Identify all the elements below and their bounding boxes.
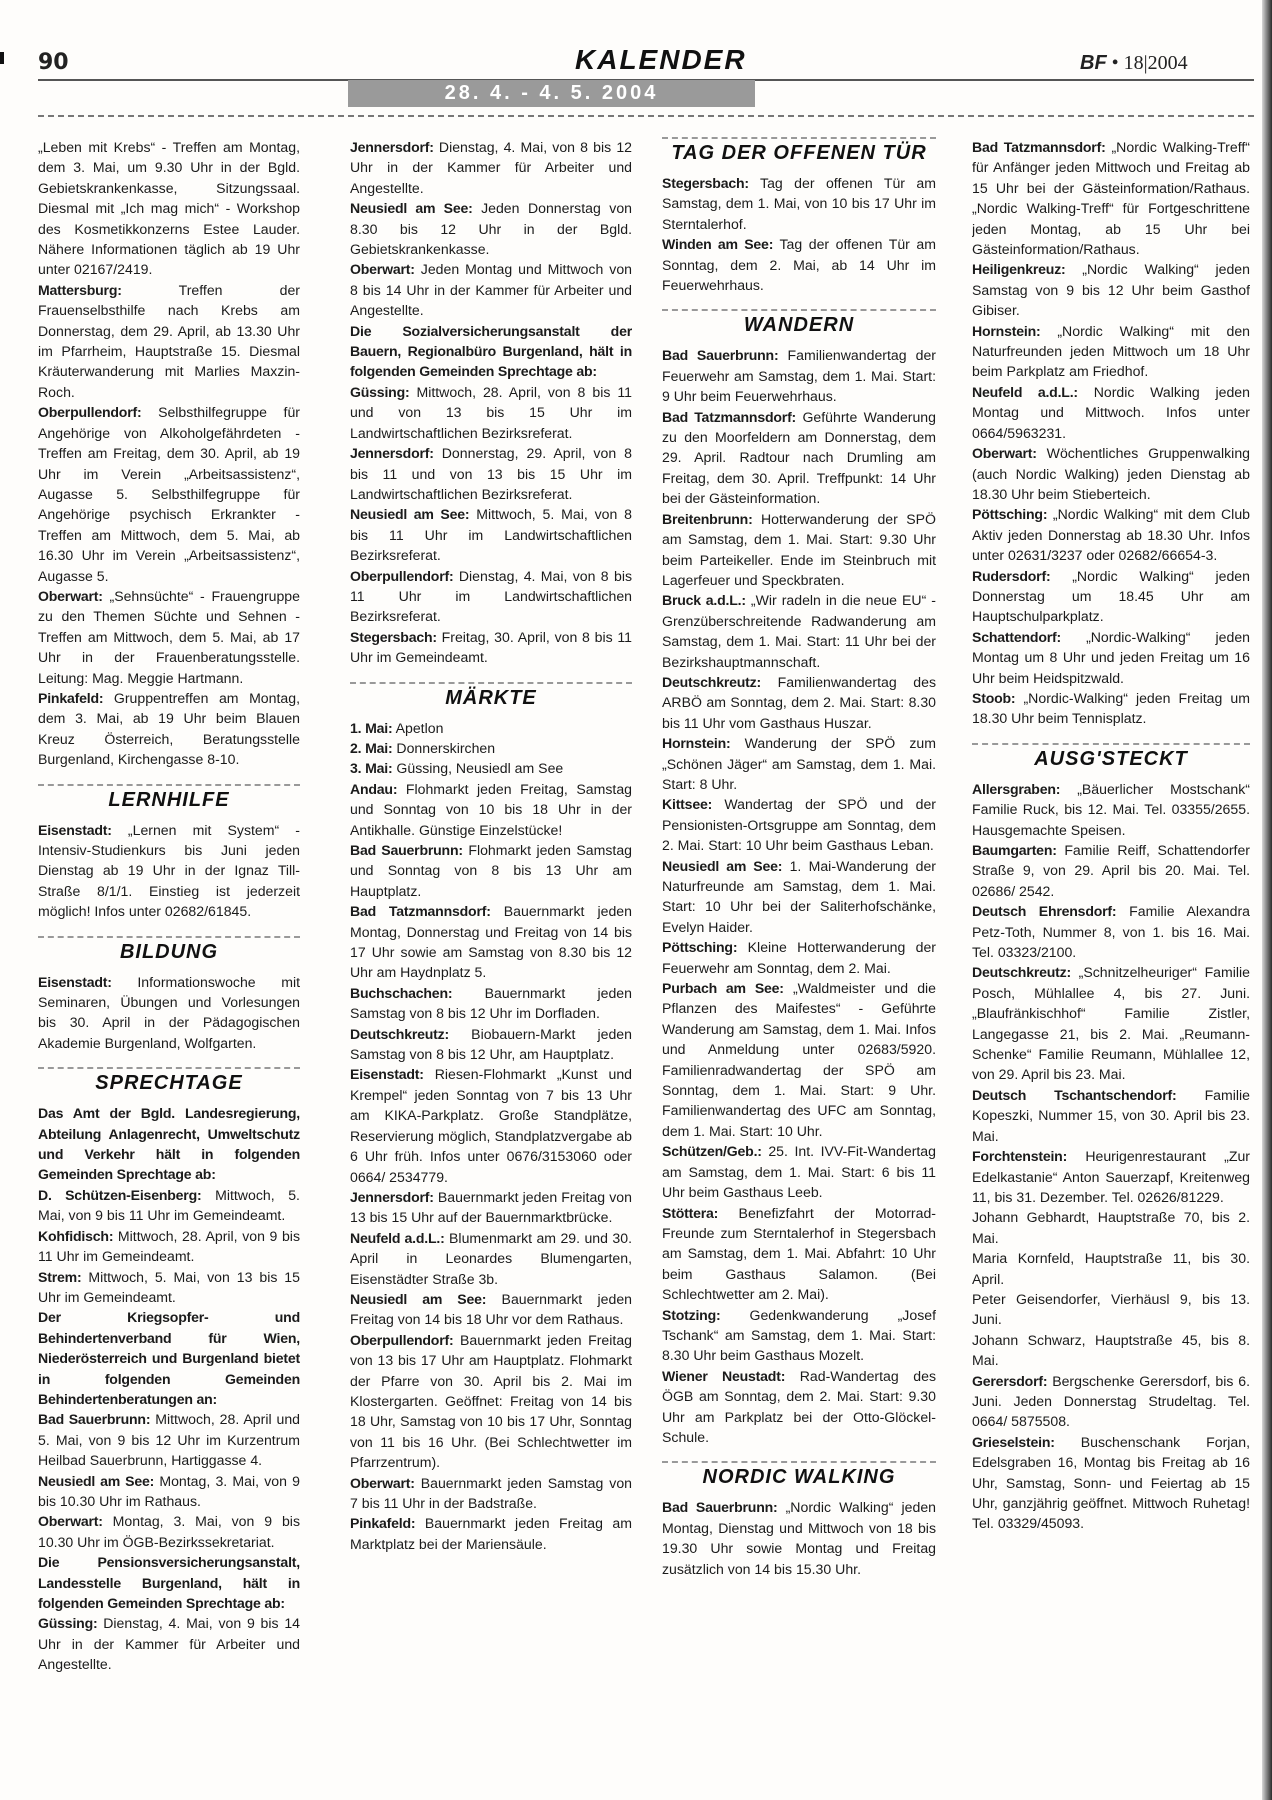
entry-text: Mittwoch, 5. Mai, von 9 bis 11 Uhr im Gemeindeamt. (38, 1186, 300, 1224)
listing-entry (38, 1552, 300, 1613)
column-3 (662, 137, 936, 1579)
entry-text: „Nordic-Walking“ jeden Freitag um 18.30 Uhr beim Tennisplatz. (972, 689, 1250, 727)
entry-location: Bad Sauerbrunn: (662, 1499, 778, 1516)
entry-text: Mittwoch, 28. April und 5. Mai, von 9 bis 12 Uhr im Kurzentrum Heilbad Sauerbrunn, Hartiggasse 4. (38, 1411, 300, 1469)
entry-location: Pinkafeld: (350, 1515, 416, 1532)
listing-entry (350, 1187, 632, 1228)
listing-entry (662, 234, 936, 295)
listing-entry (972, 382, 1250, 443)
entry-text: Selbsthilfegruppe für Angehörige von Alkoholgefährdeten - Treffen am Freitag, dem 30. April, ab 19 Uhr im Verein „Arbeitsassistenz“, Augasse 5. Selbsthilfegruppe für Angehörige psychisch Erkrankter - Treffen am Mittwoch, dem 5. Mai, ab 16.30 Uhr im Verein „Arbeitsassistenz“, Augasse 5. (38, 404, 300, 584)
entry-location: Güssing: (350, 383, 410, 400)
binding-shadow (1262, 0, 1272, 1800)
entry-text: Rad-Wandertag des ÖGB am Sonntag, dem 2. Mai. Start: 9.30 Uhr am Parkplatz bei der Otto-Glöckel-Schule. (662, 1367, 936, 1445)
entry-location: Breitenbrunn: (662, 510, 753, 527)
entry-text: Maria Kornfeld, Hauptstraße 11, bis 30. April. (972, 1250, 1250, 1287)
entry-text: Mittwoch, 5. Mai, von 13 bis 15 Uhr im Gemeindeamt. (38, 1268, 300, 1305)
entry-text: Kleine Hotterwanderung der Feuerwehr am Sonntag, dem 2. Mai. (662, 939, 936, 976)
entry-location: Die Pensionsversicherungsanstalt, Landesstelle Burgenland, hält in folgenden Gemeinden Sprechtage ab: (38, 1554, 300, 1611)
listing-entry (350, 259, 632, 320)
entry-text: Familienwandertag der Feuerwehr am Samstag, dem 1. Mai. Start: 9 Uhr beim Feuerwehrhaus. (662, 347, 936, 405)
entry-text: Mittwoch, 28. April, von 9 bis 11 Uhr im Gemeindeamt. (38, 1227, 300, 1265)
entry-text: 1. Mai-Wanderung der Naturfreunde am Samstag, dem 1. Mai. Start: 10 Uhr bei der Saliterhofschänke, Evelyn Haider. (662, 857, 936, 935)
entry-location: Das Amt der Bgld. Landesregierung, Abteilung Anlagenrecht, Umweltschutz und Verkehr hält in folgenden Gemeinden Sprechtage ab: (38, 1105, 300, 1183)
entry-text: Apetlon (395, 719, 444, 736)
entry-text: „Schnitzelheuriger“ Familie Posch, Mühlallee 4, bis 27. Juni. „Blaufränkischhof“ Familie Zistler, Langegasse 21, bis 2. Mai. „Reumann-Schenke“ Familie Reumann, Mühlallee 12, von 29. April bis 23. Mai. (972, 964, 1250, 1083)
listing-entry (972, 443, 1250, 504)
entry-location: 3. Mai: (350, 760, 393, 777)
listing-entry (662, 509, 936, 591)
section-heading: BILDUNG (38, 936, 300, 964)
entry-text: Bergschenke Gerersdorf, bis 6. Juni. Jeden Donnerstag Strudeltag. Tel. 0664/ 5875508. (972, 1372, 1250, 1430)
entry-text: Nordic Walking jeden Montag und Mittwoch. Infos unter 0664/5963231. (972, 383, 1250, 441)
entry-location: 2. Mai: (350, 739, 393, 756)
entry-text: Mittwoch, 28. April, von 8 bis 11 und von 13 bis 15 Uhr im Landwirtschaftlichen Bezirksreferat. (350, 383, 632, 441)
entry-location: Pöttsching: (662, 939, 738, 956)
listing-entry (350, 382, 632, 443)
section-heading: WANDERN (662, 309, 936, 337)
listing-entry (38, 1226, 300, 1267)
listing-entry (662, 856, 936, 938)
entry-location: Neusiedl am See: (38, 1472, 155, 1489)
listing-entry (38, 1511, 300, 1552)
entry-location: Kittsee: (662, 796, 713, 813)
entry-location: Rudersdorf: (972, 567, 1051, 584)
entry-location: Bad Sauerbrunn: (662, 347, 779, 364)
listing-entry (972, 259, 1250, 320)
entry-text: Dienstag, 4. Mai, von 9 bis 14 Uhr in der Kammer für Arbeiter und Angestellte. (38, 1615, 300, 1673)
entry-text: Donnerskirchen (396, 739, 496, 756)
entry-location: Bad Tatzmannsdorf: (662, 408, 797, 425)
listing-entry (38, 586, 300, 688)
entry-location: Jennersdorf: (350, 1188, 434, 1205)
entry-location: Deutschkreutz: (972, 964, 1072, 981)
entry-text: Blumenmarkt am 29. und 30. April in Leonardes Blumengarten, Eisenstädter Straße 3b. (350, 1229, 632, 1287)
listing-entry (38, 1103, 300, 1185)
entry-text: Dienstag, 4. Mai, von 8 bis 11 Uhr im Landwirtschaftlichen Bezirksreferat. (350, 567, 632, 625)
listing-entry (350, 504, 632, 565)
listing-entry (972, 1330, 1250, 1371)
entry-location: Bad Tatzmannsdorf: (972, 139, 1106, 155)
entry-text: Geführte Wanderung zu den Moorfeldern am Donnerstag, dem 29. April. Radtour nach Drumling am Freitag, dem 30. April. Treffpunkt: 14 Uhr bei der Gästeinformation. (662, 408, 936, 507)
listing-entry (972, 1085, 1250, 1146)
listing-entry (662, 937, 936, 978)
entry-location: Andau: (350, 780, 398, 797)
entry-location: Bad Tatzmannsdorf: (350, 903, 491, 920)
entry-location: Baumgarten: (972, 842, 1057, 858)
entry-location: Winden am See: (662, 236, 774, 253)
entry-location: Eisenstadt: (38, 973, 112, 990)
entry-location: Die Sozialversicherungsanstalt der Bauern, Regionalbüro Burgenland, hält in folgenden Gemeinden Sprechtage ab: (350, 322, 632, 380)
listing-entry (350, 1330, 632, 1473)
entry-text: Buschenschank Forjan, Edelsgraben 16, Montag bis Freitag ab 16 Uhr, Samstag, Sonn- und Feiertag ab 15 Uhr, ganzjährig geöffnet. Mittwoch Ruhetag! Tel. 03329/45093. (972, 1433, 1250, 1532)
listing-entry (38, 1613, 300, 1674)
listing-entry (350, 718, 632, 738)
listing-entry (662, 794, 936, 855)
entry-location: Strem: (38, 1268, 82, 1285)
listing-entry (972, 566, 1250, 627)
listing-entry (972, 1432, 1250, 1534)
entry-location: Jennersdorf: (350, 445, 434, 462)
entry-text: „Waldmeister und die Pflanzen des Maifestes“ - Geführte Wanderung am Samstag, dem 1. Mai. Infos und Anmeldung unter 02683/5920. Familienradwandertag der SPÖ am Sonntag, dem 1. Mai. Start: 9 Uhr. Familienwandertag des UFC am Sonntag, dem 1. Mai. Start: 10 Uhr. (662, 980, 936, 1139)
listing-entry (350, 738, 632, 758)
page-number: 90 (38, 50, 69, 75)
entry-location: Forchtenstein: (972, 1148, 1068, 1165)
entry-text: Gedenkwanderung „Josef Tschank“ am Samstag, dem 1. Mai. Start: 8.30 Uhr beim Gasthaus Mozelt. (662, 1306, 936, 1364)
entry-text: Tag der offenen Tür am Samstag, dem 1. Mai, von 10 bis 17 Uhr im Sterntalerhof. (662, 175, 936, 232)
entry-text: Treffen der Frauenselbsthilfe nach Krebs am Donnerstag, dem 29. April, ab 13.30 Uhr im Pfarrheim, Hauptstraße 15. Diesmal Kräuterwanderung mit Marlies Maxzin-Roch. (38, 281, 300, 400)
listing-entry (972, 901, 1250, 962)
entry-text: Johann Schwarz, Hauptstraße 45, bis 8. Mai. (972, 1331, 1250, 1369)
entry-text: Benefizfahrt der Motorrad-Freunde zum Sterntalerhof in Stegersbach am Samstag, dem 1. Mai. Abfahrt: 10 Uhr beim Gasthaus Salamon. (Bei Schlechtwetter am 2. Mai). (662, 1204, 936, 1303)
listing-entry (38, 402, 300, 586)
entry-location: Neusiedl am See: (662, 857, 783, 874)
entry-location: Buchschachen: (350, 984, 453, 1001)
entry-location: Der Kriegsopfer- und Behindertenverband für Wien, Niederösterreich und Burgenland bietet in folgenden Gemeinden Behindertenberatungen an: (38, 1309, 300, 1407)
entry-location: Grieselstein: (972, 1433, 1055, 1450)
listing-entry (972, 840, 1250, 901)
entry-text: Mittwoch, 5. Mai, von 8 bis 11 Uhr im Landwirtschaftlichen Bezirksreferat. (350, 506, 632, 564)
listing-entry (662, 978, 936, 1141)
entry-location: Neufeld a.d.L.: (350, 1229, 445, 1246)
entry-text: 25. Int. IVV-Fit-Wandertag am Samstag, dem 1. Mai. Start: 6 bis 11 Uhr beim Gasthaus Leeb. (662, 1143, 936, 1201)
section-heading: SPRECHTAGE (38, 1067, 300, 1095)
entry-location: Wiener Neustadt: (662, 1367, 786, 1384)
entry-text: Familie Kopeszki, Nummer 15, von 30. April bis 23. Mai. (972, 1086, 1250, 1144)
entry-text: Bauernmarkt jeden Freitag von 14 bis 18 Uhr vor dem Rathaus. (350, 1290, 632, 1328)
listing-entry (662, 1141, 936, 1202)
entry-location: Oberwart: (38, 1513, 103, 1530)
entry-text: Montag, 3. Mai, von 9 bis 10.30 Uhr im ÖGB-Bezirkssekretariat. (38, 1513, 300, 1550)
listing-entry (662, 407, 936, 509)
entry-location: Oberwart: (38, 587, 103, 604)
section-heading: LERNHILFE (38, 784, 300, 812)
entry-location: Allersgraben: (972, 780, 1061, 797)
listing-entry (38, 972, 300, 1054)
listing-entry (972, 1207, 1250, 1248)
listing-entry (350, 1064, 632, 1186)
entry-text: „Nordic-Walking“ jeden Montag um 8 Uhr und jeden Freitag um 16 Uhr beim Heidspitzwald. (972, 628, 1250, 686)
date-range-banner: 28. 4. - 4. 5. 2004 (348, 80, 755, 107)
issue-label (1080, 52, 1188, 75)
listing-entry (38, 1267, 300, 1308)
entry-text: Freitag, 30. April, von 8 bis 11 Uhr im Gemeindeamt. (350, 628, 632, 666)
listing-entry (350, 321, 632, 382)
entry-location: Eisenstadt: (38, 821, 112, 838)
entry-location: Mattersburg: (38, 281, 122, 298)
entry-text: Familienwandertag des ARBÖ am Sonntag, dem 2. Mai. Start: 8.30 bis 11 Uhr vom Gasthaus Huszar. (662, 673, 936, 731)
listing-entry (972, 137, 1250, 259)
column-1 (38, 137, 300, 1675)
entry-text: „Nordic Walking“ jeden Samstag von 9 bis 12 Uhr beim Gasthof Gibiser. (972, 261, 1250, 319)
entry-text: „Nordic Walking“ mit dem Club Aktiv jeden Donnerstag ab 18.30 Uhr. Infos unter 02631/3237 oder 02682/66654-3. (972, 506, 1250, 564)
listing-entry (350, 983, 632, 1024)
listing-entry (350, 779, 632, 840)
edge-mark (0, 52, 4, 64)
listing-entry (662, 1203, 936, 1305)
entry-text: „Leben mit Krebs“ - Treffen am Montag, dem 3. Mai, um 9.30 Uhr in der Bgld. Gebietskrankenkasse, Sitzungssaal. Diesmal mit „Ich mag mich“ - Workshop des Kosmetikkonzerns Estee Lauder. Nähere Informationen täglich ab 19 Uhr unter 02167/2419. (38, 139, 300, 278)
listing-entry (350, 840, 632, 901)
entry-text: Heurigenrestaurant „Zur Edelkastanie“ Anton Sauerzapf, Kreitenweg 11, bis 31. Dezember. Tel. 02626/81229. (972, 1148, 1250, 1205)
entry-location: Oberwart: (350, 261, 415, 278)
entry-location: Oberpullendorf: (38, 404, 142, 421)
magazine-name: BF (1080, 52, 1107, 74)
entry-text: „Sehnsüchte“ - Frauengruppe zu den Themen Süchte und Sehnen - Treffen am Mittwoch, dem 5. Mai, ab 17 Uhr in der Frauenberatungsstelle. Leitung: Mag. Meggie Hartmann. (38, 587, 300, 686)
entry-location: Neusiedl am See: (350, 1290, 487, 1307)
entry-text: Bauernmarkt jeden Samstag von 7 bis 11 Uhr in der Badstraße. (350, 1474, 632, 1511)
listing-entry (662, 1366, 936, 1448)
section-heading: MÄRKTE (350, 682, 632, 710)
entry-text: Riesen-Flohmarkt „Kunst und Krempel“ jeden Sonntag von 7 bis 13 Uhr am KIKA-Parkplatz. Große Standplätze, Reservierung möglich, Standplatzvergabe ab 6 Uhr früh. Infos unter 0676/3153060 oder 0664/ 2534779. (350, 1066, 632, 1185)
listing-entry (350, 1513, 632, 1554)
entry-text: „Nordic Walking“ mit den Naturfreunden jeden Mittwoch um 18 Uhr beim Parkplatz am Friedhof. (972, 322, 1250, 380)
entry-location: Jennersdorf: (350, 139, 434, 155)
entry-location: Stegersbach: (662, 175, 749, 191)
listing-entry (350, 1024, 632, 1065)
entry-location: Güssing: (38, 1615, 98, 1632)
entry-text: Jeden Montag und Mittwoch von 8 bis 14 Uhr in der Kammer für Arbeiter und Angestellte. (350, 261, 632, 319)
entry-text: Bauernmarkt jeden Freitag von 13 bis 17 Uhr am Hauptplatz. Flohmarkt der Pfarre von 30. April bis 2. Mai im Klostergarten. Geöffnet: Freitag von 14 bis 18 Uhr, Samstag von 10 bis 17 Uhr, Sonntag von 11 bis 16 Uhr. (Bei Schlechtwetter im Pfarrzentrum). (350, 1331, 632, 1471)
entry-text: Informationswoche mit Seminaren, Übungen und Vorlesungen bis 30. April in der Pädagogischen Akademie Burgenland, Wolfgarten. (38, 973, 300, 1051)
entry-text: Wöchentliches Gruppenwalking (auch Nordic Walking) jeden Dienstag ab 18.30 Uhr beim Stieberteich. (972, 445, 1250, 502)
listing-entry (972, 627, 1250, 688)
column-2 (350, 137, 632, 1554)
entry-location: Oberwart: (972, 445, 1037, 462)
listing-entry (662, 1305, 936, 1366)
listing-entry (38, 820, 300, 922)
entry-text: „Bäuerlicher Mostschank“ Familie Ruck, bis 12. Mai. Tel. 03355/2655. Hausgemachte Speisen. (972, 780, 1250, 838)
listing-entry (972, 321, 1250, 382)
listing-entry (662, 590, 936, 672)
entry-text: Donnerstag, 29. April, von 8 bis 11 und von 13 bis 15 Uhr im Landwirtschaftlichen Bezirksreferat. (350, 445, 632, 502)
entry-text: Johann Gebhardt, Hauptstraße 70, bis 2. Mai. (972, 1209, 1250, 1246)
listing-entry (350, 1228, 632, 1289)
listing-entry (38, 137, 300, 280)
listing-entry (350, 137, 632, 198)
column-4 (972, 137, 1250, 1534)
entry-text: Dienstag, 4. Mai, von 8 bis 12 Uhr in der Kammer für Arbeiter und Angestellte. (350, 139, 632, 196)
listing-entry (972, 1289, 1250, 1330)
entry-text: Biobauern-Markt jeden Samstag von 8 bis 12 Uhr, am Hauptplatz. (350, 1025, 632, 1063)
section-title: KALENDER (575, 44, 747, 75)
listing-entry (38, 1409, 300, 1470)
entry-location: Neufeld a.d.L.: (972, 383, 1078, 400)
entry-location: 1. Mai: (350, 719, 393, 736)
section-heading: NORDIC WALKING (662, 1461, 936, 1489)
listing-entry (972, 688, 1250, 729)
entry-text: Wanderung der SPÖ zum „Schönen Jäger“ am Samstag, dem 1. Mai. Start: 8 Uhr. (662, 735, 936, 792)
entry-location: Stoob: (972, 689, 1016, 706)
listing-entry (662, 173, 936, 234)
listing-entry (38, 1471, 300, 1512)
section-heading: AUSG'STECKT (972, 743, 1250, 771)
entry-location: Oberpullendorf: (350, 1331, 454, 1348)
listing-entry (350, 1473, 632, 1514)
entry-location: Gerersdorf: (972, 1372, 1048, 1389)
listing-entry (38, 1307, 300, 1409)
entry-location: Schützen/Geb.: (662, 1143, 762, 1160)
listing-entry (350, 566, 632, 627)
section-heading: TAG DER OFFENEN TÜR (662, 137, 936, 165)
entry-location: Deutsch Ehrensdorf: (972, 903, 1117, 920)
entry-text: Flohmarkt jeden Samstag und Sonntag von 8 bis 13 Uhr am Hauptplatz. (350, 842, 632, 899)
entry-location: Heiligenkreuz: (972, 261, 1066, 278)
entry-location: Oberpullendorf: (350, 567, 454, 584)
listing-entry (662, 733, 936, 794)
entry-text: Familie Alexandra Petz-Toth, Nummer 8, von 1. bis 16. Mai. Tel. 03323/2100. (972, 903, 1250, 961)
entry-text: Hotterwanderung der SPÖ am Samstag, dem 1. Mai. Start: 9.30 Uhr beim Parteikeller. Ende im Steinbruch mit Lagerfeuer und Speckbraten. (662, 510, 936, 588)
listing-entry (972, 504, 1250, 565)
listing-entry (350, 443, 632, 504)
listing-entry (350, 1289, 632, 1330)
listing-entry (972, 1146, 1250, 1207)
entry-location: Pöttsching: (972, 506, 1048, 523)
entry-text: Wandertag der SPÖ und der Pensionisten-Ortsgruppe am Sonntag, dem 2. Mai. Start: 10 Uhr beim Gasthaus Leban. (662, 796, 936, 854)
entry-text: Güssing, Neusiedl am See (396, 760, 564, 777)
entry-location: Deutsch Tschantschendorf: (972, 1086, 1177, 1103)
entry-location: Bruck a.d.L.: (662, 592, 746, 609)
entry-location: D. Schützen-Eisenberg: (38, 1186, 202, 1203)
entry-text: Flohmarkt jeden Freitag, Samstag und Sonntag von 10 bis 18 Uhr in der Antikhalle. Günstige Einzelstücke! (350, 780, 632, 838)
entry-text: Bauernmarkt jeden Montag, Donnerstag und Freitag von 14 bis 17 Uhr sowie am Samstag von 8.30 bis 12 Uhr am Haydnplatz 5. (350, 903, 632, 981)
entry-location: Hornstein: (972, 322, 1041, 339)
header-dashed-rule (38, 115, 1254, 117)
entry-text: „Lernen mit System“ - Intensiv-Studienkurs bis Juni jeden Dienstag ab 19 Uhr in der Ignaz Till-Straße 8/1/1. Einstieg ist jederzeit möglich! Infos unter 02682/61845. (38, 821, 300, 920)
entry-location: Purbach am See: (662, 980, 784, 997)
listing-entry (972, 779, 1250, 840)
listing-entry (972, 1248, 1250, 1289)
listing-entry (972, 1371, 1250, 1432)
entry-text: Tag der offenen Tür am Sonntag, dem 2. Mai, ab 14 Uhr im Feuerwehrhaus. (662, 236, 936, 294)
listing-entry (350, 901, 632, 983)
entry-text: „Wir radeln in die neue EU“ - Grenzüberschreitende Radwanderung am Samstag, dem 1. Mai. Start: 11 Uhr bei der Bezirkshauptmannschaft. (662, 592, 936, 670)
issue-number: • 18|2004 (1111, 52, 1188, 74)
entry-text: Peter Geisendorfer, Vierhäusl 9, bis 13. Juni. (972, 1290, 1250, 1328)
entry-text: Montag, 3. Mai, von 9 bis 10.30 Uhr im Rathaus. (38, 1472, 300, 1509)
entry-text: Bauernmarkt jeden Samstag von 8 bis 12 Uhr im Dorfladen. (350, 984, 632, 1022)
entry-text: „Nordic Walking“ jeden Donnerstag um 18.45 Uhr am Hauptschulparkplatz. (972, 567, 1250, 625)
entry-text: „Nordic Walking-Treff“ für Anfänger jeden Mittwoch und Freitag ab 15 Uhr bei der Gästeinformation/Rathaus. „Nordic Walking-Treff“ für Fortgeschrittene jeden Montag, ab 15 Uhr bei Gästeinformation/Rathaus. (972, 139, 1250, 258)
listing-entry (662, 345, 936, 406)
listing-entry (38, 280, 300, 402)
entry-location: Bad Sauerbrunn: (38, 1411, 151, 1428)
entry-location: Eisenstadt: (350, 1066, 424, 1083)
entry-text: Jeden Donnerstag von 8.30 bis 12 Uhr in der Bgld. Gebietskrankenkasse. (350, 200, 632, 258)
entry-text: Bauernmarkt jeden Freitag am Marktplatz bei der Mariensäule. (350, 1515, 632, 1552)
listing-entry (350, 627, 632, 668)
entry-text: Familie Reiff, Schattendorfer Straße 9, von 29. April bis 20. Mai. Tel. 02686/ 2542. (972, 842, 1250, 899)
listing-entry (38, 1185, 300, 1226)
listing-entry (38, 688, 300, 770)
entry-location: Stotzing: (662, 1306, 721, 1323)
entry-location: Deutschkreutz: (662, 673, 762, 690)
entry-text: Gruppentreffen am Montag, dem 3. Mai, ab 19 Uhr beim Blauen Kreuz Österreich, Beratungsstelle Burgenland, Kirchengasse 8-10. (38, 689, 300, 768)
entry-location: Stöttera: (662, 1204, 719, 1221)
entry-text: Bauernmarkt jeden Freitag von 13 bis 15 Uhr auf der Bauernmarktbrücke. (350, 1188, 632, 1226)
entry-location: Oberwart: (350, 1474, 415, 1491)
entry-location: Kohfidisch: (38, 1227, 114, 1244)
entry-location: Bad Sauerbrunn: (350, 842, 463, 858)
entry-location: Hornstein: (662, 735, 731, 752)
entry-location: Schattendorf: (972, 628, 1062, 645)
entry-location: Pinkafeld: (38, 689, 104, 706)
listing-entry (350, 758, 632, 778)
entry-location: Stegersbach: (350, 628, 437, 645)
listing-entry (350, 198, 632, 259)
listing-entry (662, 672, 936, 733)
entry-location: Deutschkreutz: (350, 1025, 450, 1042)
listing-entry (662, 1497, 936, 1579)
entry-location: Neusiedl am See: (350, 200, 473, 217)
entry-location: Neusiedl am See: (350, 506, 470, 523)
listing-entry (972, 962, 1250, 1084)
entry-text: „Nordic Walking“ jeden Montag, Dienstag und Mittwoch von 18 bis 19.30 Uhr sowie Montag und Freitag zusätzlich von 14 bis 15.30 Uhr. (662, 1499, 936, 1577)
